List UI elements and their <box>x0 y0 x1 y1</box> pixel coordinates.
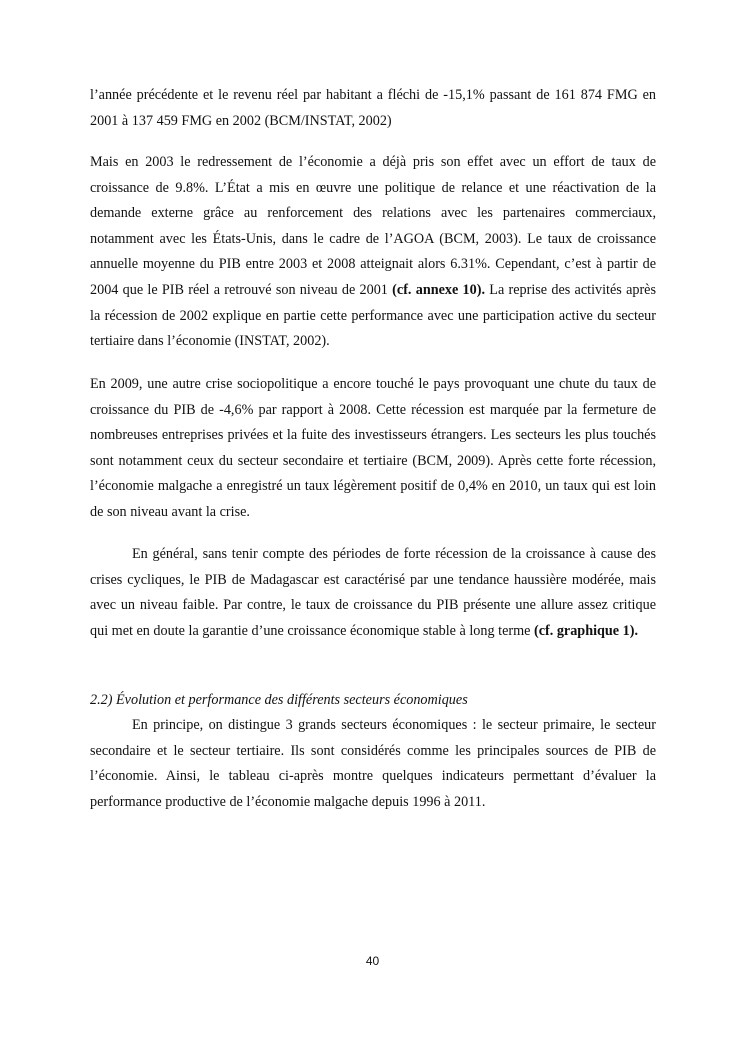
paragraph-text: En 2009, une autre crise sociopolitique a encore touché le pays provoquant une chute du taux de croissance du PIB de -4,6% par rapport à 2008. Cette récession est marquée par la fermeture de nombreuses entreprises privées et la fuite des investisseurs étrangers. Les secteurs les plus touchés sont notamment ceux du secteur secondaire et tertiaire (BCM, 2009). Après cette forte récession, l’économie malgache a enregistré un taux légèrement positif de 0,4% en 2010, un taux qui est loin de son niveau avant la crise. <box>90 376 656 520</box>
page-number: 40 <box>365 954 380 968</box>
annex-reference: (cf. annexe 10). <box>392 281 486 298</box>
graph-reference: (cf. graphique 1). <box>533 622 639 639</box>
paragraph-sectors <box>90 713 656 815</box>
section-heading: 2.2) Évolution et performance des différents secteurs économiques <box>90 692 468 708</box>
paragraph-text: Mais en 2003 le redressement de l’économie a déjà pris son effet avec un effort de taux de croissance de 9.8%. L’État a mis en œuvre une politique de relance et une réactivation de la demande externe grâce au renforcement des relations avec les partenaires commerciaux, notamment avec les États-Unis, dans le cadre de l’AGOA (BCM, 2003). Le taux de croissance annuelle moyenne du PIB entre 2003 et 2008 atteignait alors 6.31%. Cependant, c’est à partir de 2004 que le PIB réel a retrouvé son niveau de 2001 <box>90 154 656 298</box>
paragraph-text: En principe, on distingue 3 grands secteurs économiques : le secteur primaire, le secteur secondaire et le secteur tertiaire. Ils sont considérés comme les principales sources de PIB de l’économie. Ainsi, le tableau ci-après montre quelques indicateurs permettant d’évaluer la performance productive de l’économie malgache depuis 1996 à 2011. <box>90 717 656 810</box>
paragraph-text: La reprise des activités après la récession de 2002 explique en partie cette performance avec une participation active du secteur tertiaire dans l’économie (INSTAT, 2002). <box>90 281 657 350</box>
paragraph-text: En général, sans tenir compte des périodes de forte récession de la croissance à cause des crises cycliques, le PIB de Madagascar est caractérisé par une tendance haussière modérée, mais avec un niveau faible. Par contre, le taux de croissance du PIB présente une allure assez critique qui met en doute la garantie d’une croissance économique stable à long terme <box>90 546 656 639</box>
paragraph-recession-2002 <box>90 83 656 134</box>
paragraph-recovery-2003 <box>90 150 656 355</box>
paragraph-crisis-2009 <box>90 372 656 526</box>
paragraph-text: l’année précédente et le revenu réel par habitant a fléchi de -15,1% passant de 161 874 FMG en 2001 à 137 459 FMG en 2002 (BCM/INSTAT, 2002) <box>90 87 656 129</box>
paragraph-general-trend <box>90 542 656 644</box>
